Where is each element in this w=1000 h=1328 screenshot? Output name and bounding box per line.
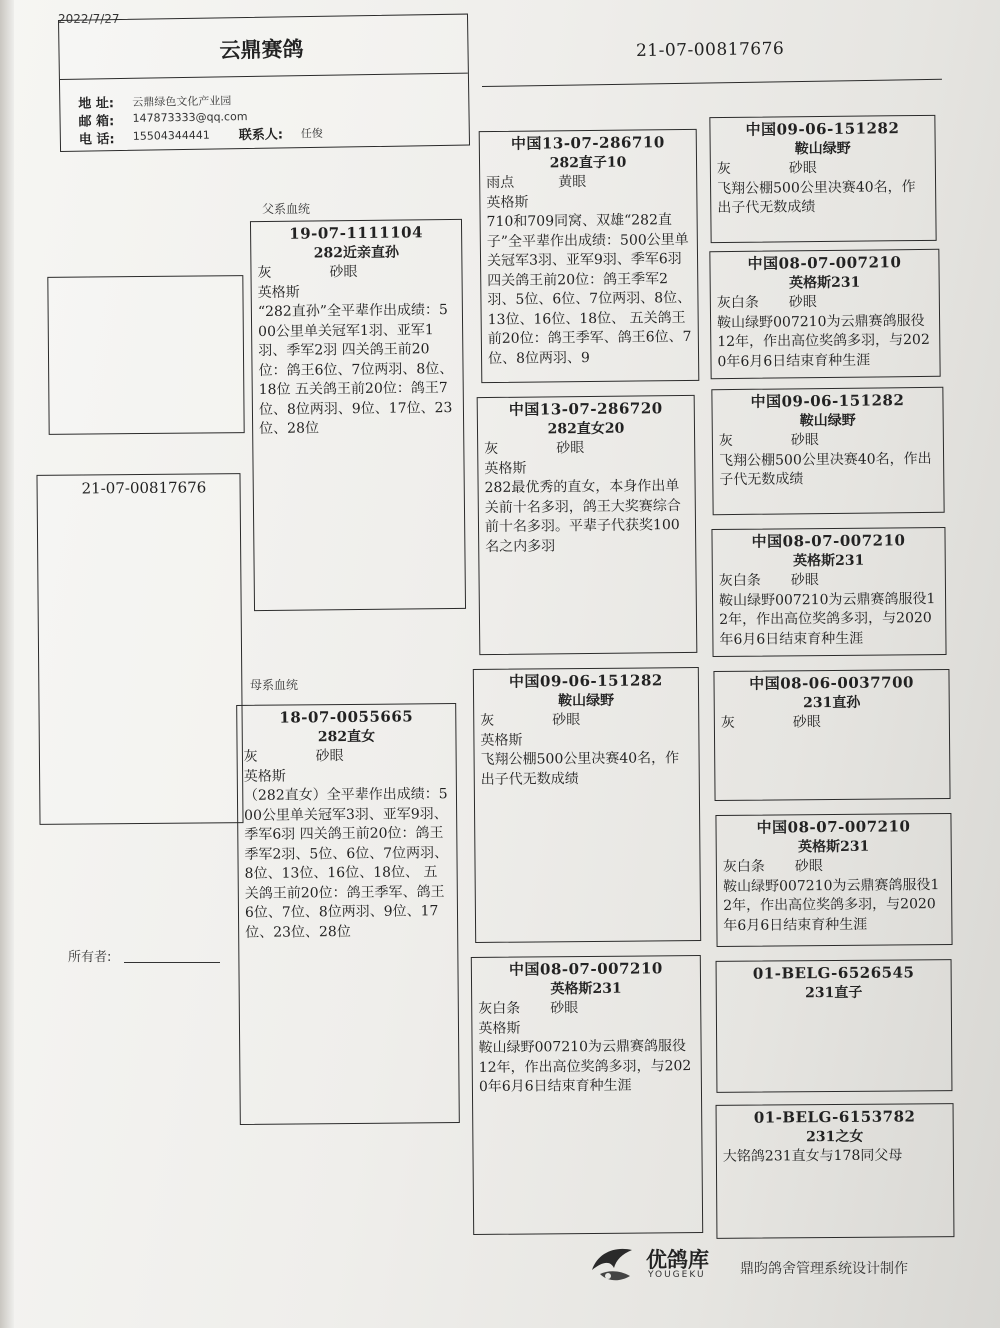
grandparent-strain: 英格斯 [478, 1020, 521, 1037]
grandparent-card [471, 955, 703, 1235]
great-grandparent-card [716, 959, 953, 1093]
great-grandparent-eye: 砂眼 [790, 572, 819, 589]
grandparent-name: 282直子10 [549, 154, 627, 171]
great-grandparent-ring: 中国08-07-007210 [751, 531, 906, 551]
address-value: 云鼎绿色文化产业园 [132, 94, 232, 109]
dam-name: 282直女 [317, 728, 376, 745]
grandparent-name: 鞍山绿野 [558, 692, 615, 709]
great-grandparent-card [711, 527, 946, 657]
brand-name: 优鸽库 [646, 1248, 709, 1272]
great-grandparent-ring: 中国08-06-0037700 [749, 673, 914, 693]
great-grandparent-name: 231直子 [805, 984, 863, 1001]
great-grandparent-note: 鞍山绿野007210为云鼎赛鸽服役12年，作出高位奖鸽多羽，与2020年6月6日结束育种生涯 [722, 876, 940, 934]
great-grandparent-card [716, 1103, 955, 1239]
grandparent-color: 灰 [480, 712, 495, 729]
phone-value: 15504344441 [132, 128, 210, 143]
great-grandparent-color: 灰白条 [716, 294, 759, 312]
header-divider [60, 73, 468, 80]
great-grandparent-note: 鞍山绿野007210为云鼎赛鸽服役12年，作出高位奖鸽多羽，与2020年6月6日结束育种生涯 [718, 590, 936, 648]
sire-note: “282直孙”全平辈作出成绩：500公里单关冠军1羽、亚军1羽、季军2羽 四关鸽王前20位：鸽王6位、7位两羽、8位、18位 五关鸽王前20位：鸽王7位、8位两羽、9位、17位、23位、28位 [257, 302, 454, 438]
great-grandparent-name: 231之女 [806, 1128, 864, 1145]
grandparent-color: 灰 [484, 440, 499, 458]
phone-label: 电 话: [78, 132, 115, 148]
grandparent-strain: 英格斯 [486, 194, 529, 211]
grandparent-card [477, 395, 698, 655]
grandparent-ring: 中国08-07-007210 [508, 959, 663, 979]
sire-line-label: 父系血统 [262, 202, 311, 216]
great-grandparent-eye: 砂眼 [788, 160, 817, 177]
grandparent-note: 282最优秀的直女，本身作出单关前十名多羽，鸽王大奖赛综合前十名多羽。平辈子代获奖100名之内多羽 [484, 478, 681, 555]
great-grandparent-ring: 中国08-07-007210 [747, 253, 902, 273]
header-ring-number: 21-07-00817676 [635, 38, 785, 62]
subject-ring: 21-07-00817676 [81, 478, 207, 498]
grandparent-eye: 砂眼 [552, 712, 581, 729]
great-grandparent-color: 灰 [720, 714, 735, 731]
pigeon-logo-icon [586, 1240, 642, 1284]
grandparent-note: 鞍山绿野007210为云鼎赛鸽服役12年，作出高位奖鸽多羽，与2020年6月6日结束育种生涯 [478, 1038, 692, 1095]
owner-label: 所有者: [68, 950, 112, 965]
owner-line [124, 962, 220, 963]
dam-eye: 砂眼 [315, 748, 344, 765]
dam-strain: 英格斯 [243, 768, 286, 785]
great-grandparent-eye: 砂眼 [790, 432, 819, 449]
print-date: 2022/7/27 [58, 12, 120, 26]
sire-eye: 砂眼 [329, 263, 358, 281]
great-grandparent-eye: 砂眼 [794, 858, 823, 875]
footer-credit: 鼎昀鸽舍管理系统设计制作 [740, 1261, 908, 1277]
great-grandparent-ring: 中国09-06-151282 [750, 391, 905, 411]
great-grandparent-card [709, 249, 940, 379]
ring-underline [482, 79, 942, 87]
great-grandparent-name: 英格斯231 [793, 552, 865, 569]
great-grandparent-color: 灰白条 [722, 858, 765, 875]
grandparent-name: 282直女20 [547, 420, 625, 437]
dam-ring: 18-07-0055665 [279, 707, 414, 727]
grandparent-strain: 英格斯 [484, 460, 527, 477]
brand-name-en: YOUGEKU [648, 1270, 706, 1280]
great-grandparent-card [709, 115, 936, 243]
great-grandparent-name: 231直孙 [803, 694, 861, 711]
grandparent-strain: 英格斯 [480, 732, 523, 749]
great-grandparent-color: 灰 [718, 432, 733, 450]
great-grandparent-eye: 砂眼 [788, 294, 817, 311]
grandparent-note: 710和709同窝、双雄“282直子”全平辈作出成绩：500公里单关冠军3羽、亚军9羽、季军6羽 四关鸽王前20位：鸽王季军2羽、5位、6位、7位两羽、8位、13位、16位、18位、 五关鸽王前20位：鸽王季军、鸽王6位、7位、8位两羽、9 [486, 212, 692, 367]
sire-ring: 19-07-1111104 [289, 223, 424, 243]
contact-value: 任俊 [300, 126, 323, 141]
great-grandparent-ring: 01-BELG-6526545 [752, 963, 915, 983]
dam-line-label: 母系血统 [250, 678, 299, 692]
paper-edge [0, 0, 14, 1328]
grandparent-name: 英格斯231 [550, 980, 622, 997]
contact-label: 联系人: [238, 127, 284, 144]
great-grandparent-color: 灰白条 [718, 572, 761, 589]
sire-color: 灰 [257, 264, 272, 282]
great-grandparent-card [715, 813, 952, 947]
great-grandparent-note: 鞍山绿野007210为云鼎赛鸽服役12年，作出高位奖鸽多羽，与2020年6月6日结束育种生涯 [717, 312, 930, 370]
great-grandparent-name: 鞍山绿野 [799, 412, 856, 429]
loft-name: 云鼎赛鸽 [219, 37, 304, 63]
great-grandparent-card [713, 669, 950, 801]
sire-strain: 英格斯 [257, 284, 300, 301]
grandparent-card [473, 667, 701, 943]
sire-name: 282近亲直孙 [313, 244, 399, 261]
address-label: 地 址: [78, 96, 115, 112]
grandparent-eye: 砂眼 [550, 1000, 579, 1017]
great-grandparent-ring: 01-BELG-6153782 [753, 1107, 916, 1127]
great-grandparent-color: 灰 [716, 160, 731, 178]
great-grandparent-name: 鞍山绿野 [794, 140, 851, 157]
sire-card [250, 219, 466, 611]
great-grandparent-name: 英格斯231 [798, 838, 870, 855]
dam-color: 灰 [243, 748, 258, 765]
grandparent-ring: 中国13-07-286720 [508, 399, 663, 419]
great-grandparent-name: 英格斯231 [788, 274, 861, 291]
grandparent-ring: 中国09-06-151282 [508, 671, 663, 691]
grandparent-ring: 中国13-07-286710 [510, 133, 665, 153]
great-grandparent-ring: 中国08-07-007210 [756, 817, 911, 837]
email-label: 邮 箱: [78, 114, 115, 130]
grandparent-color: 灰白条 [478, 1000, 521, 1017]
great-grandparent-note: 飞翔公棚500公里决赛40名，作出子代无数成绩 [719, 450, 932, 489]
great-grandparent-note: 飞翔公棚500公里决赛40名，作出子代无数成绩 [717, 178, 916, 217]
grandparent-eye: 黄眼 [558, 174, 587, 191]
dam-card [236, 703, 460, 1125]
grandparent-card [479, 129, 700, 383]
header-box [58, 14, 470, 152]
grandparent-note: 飞翔公棚500公里决赛40名，作出子代无数成绩 [480, 750, 680, 788]
pigeon-photo-frame [47, 275, 244, 435]
great-grandparent-eye: 砂眼 [792, 714, 821, 731]
great-grandparent-ring: 中国09-06-151282 [745, 119, 900, 139]
subject-box [36, 473, 243, 825]
email-value: 147873333@qq.com [132, 110, 248, 125]
great-grandparent-note: 大铭鸽231直女与178同父母 [722, 1147, 903, 1165]
great-grandparent-card [711, 387, 944, 515]
grandparent-color: 雨点 [486, 174, 515, 192]
dam-note: （282直女）全平辈作出成绩：500公里单关冠军3羽、亚军9羽、季军6羽 四关鸽王前20位：鸽王季军2羽、5位、6位、7位两羽、8位、13位、16位、18位、 五关鸽王前20位：鸽王季军、鸽王6位、7位、8位两羽、9位、17位、23位、28位 [243, 786, 449, 941]
grandparent-eye: 砂眼 [556, 440, 585, 457]
